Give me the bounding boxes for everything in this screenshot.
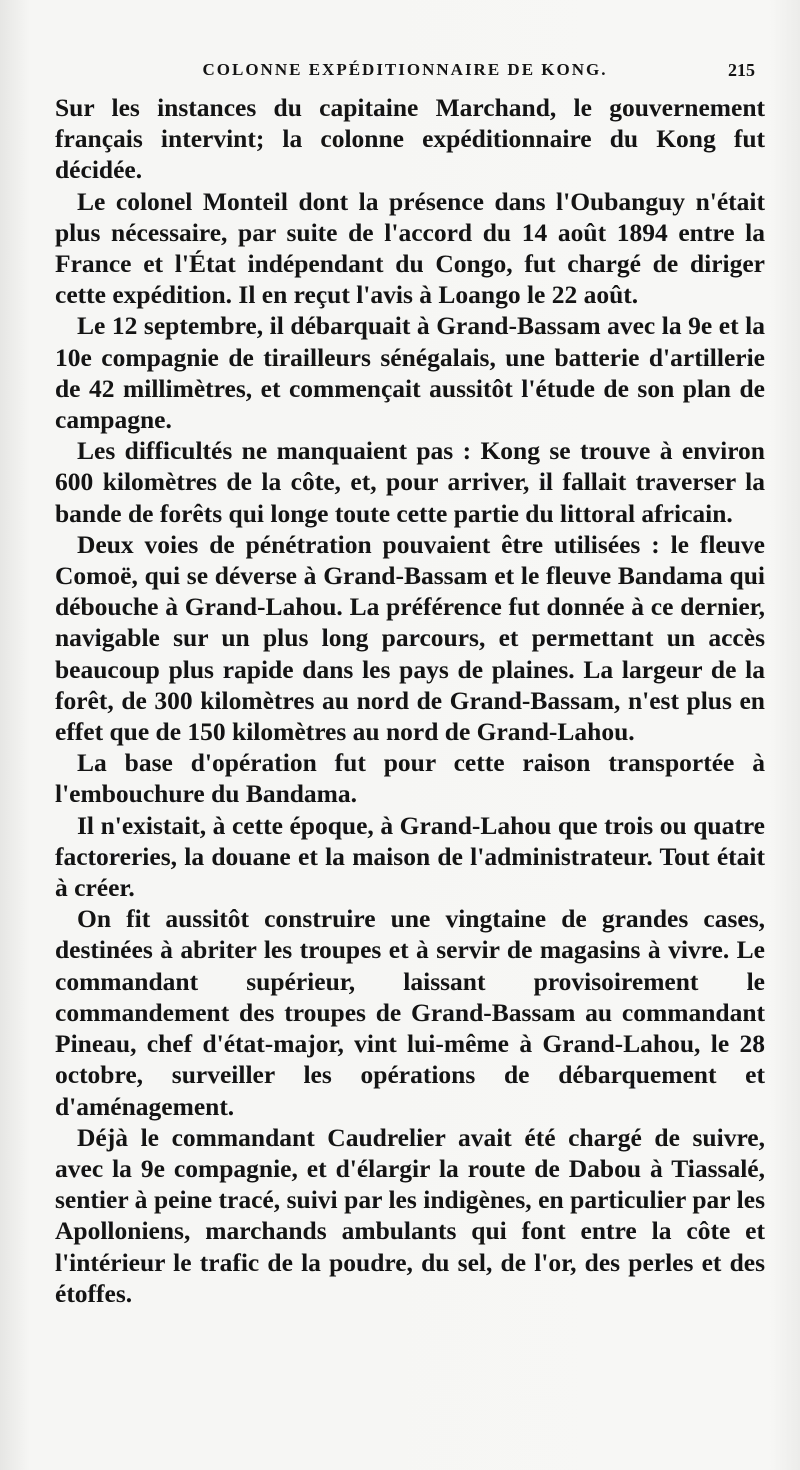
paragraph: Le colonel Monteil dont la présence dans l'Oubanguy n'était plus nécessaire, par suite de l'accord du 14 août 1894 entre la France et l'État indépendant du Congo, fut chargé de diriger cette expédition. Il en reçut l'avis à Loango le 22 août. [55, 186, 765, 310]
paragraph: Déjà le commandant Caudrelier avait été chargé de suivre, avec la 9e compagnie, et d'élargir la route de Dabou à Tiassalé, sentier à peine tracé, suivi par les indigènes, en particulier par les Apolloniens, marchands ambulants qui font entre la côte et l'intérieur le trafic de la poudre, du sel, de l'or, des perles et des étoffes. [55, 1122, 765, 1308]
body-text [55, 92, 765, 1309]
paragraph: Sur les instances du capitaine Marchand, le gouvernement français intervint; la colonne expéditionnaire du Kong fut décidée. [55, 93, 765, 185]
paragraph: Il n'existait, à cette époque, à Grand-Lahou que trois ou quatre factoreries, la douane et la maison de l'administrateur. Tout était à créer. [55, 810, 765, 903]
paragraph: La base d'opération fut pour cette raison transportée à l'embouchure du Bandama. [55, 748, 765, 809]
paragraph: Les difficultés ne manquaient pas : Kong se trouve à environ 600 kilomètres de la côte, et, pour arriver, il fallait traverser la bande de forêts qui longe toute cette partie du littoral africain. [55, 436, 765, 528]
paragraph: Deux voies de pénétration pouvaient être utilisées : le fleuve Comoë, qui se déverse à Grand-Bassam et le fleuve Bandama qui débouche à Grand-Lahou. La préférence fut donnée à ce dernier, navigable sur un plus long parcours, et permettant un accès beaucoup plus rapide dans les pays de plaines. La largeur de la forêt, de 300 kilomètres au nord de Grand-Bassam, n'est plus en effet que de 150 kilomètres au nord de Grand-Lahou. [55, 529, 765, 747]
running-head: COLONNE EXPÉDITIONNAIRE DE KONG. [202, 60, 608, 79]
page-header [55, 60, 755, 90]
paragraph: Le 12 septembre, il débarquait à Grand-Bassam avec la 9e et la 10e compagnie de tirailleurs sénégalais, une batterie d'artillerie de 42 millimètres, et commençait aussitôt l'étude de son plan de campagne. [55, 311, 765, 435]
paragraph: On fit aussitôt construire une vingtaine de grandes cases, destinées à abriter les troupes et à servir de magasins à vivre. Le commandant supérieur, laissant provisoirement le commandement des troupes de Grand-Bassam au commandant Pineau, chef d'état-major, vint lui-même à Grand-Lahou, le 28 octobre, surveiller les opérations de débarquement et d'aménagement. [55, 904, 765, 1121]
page-number: 215 [728, 60, 755, 80]
